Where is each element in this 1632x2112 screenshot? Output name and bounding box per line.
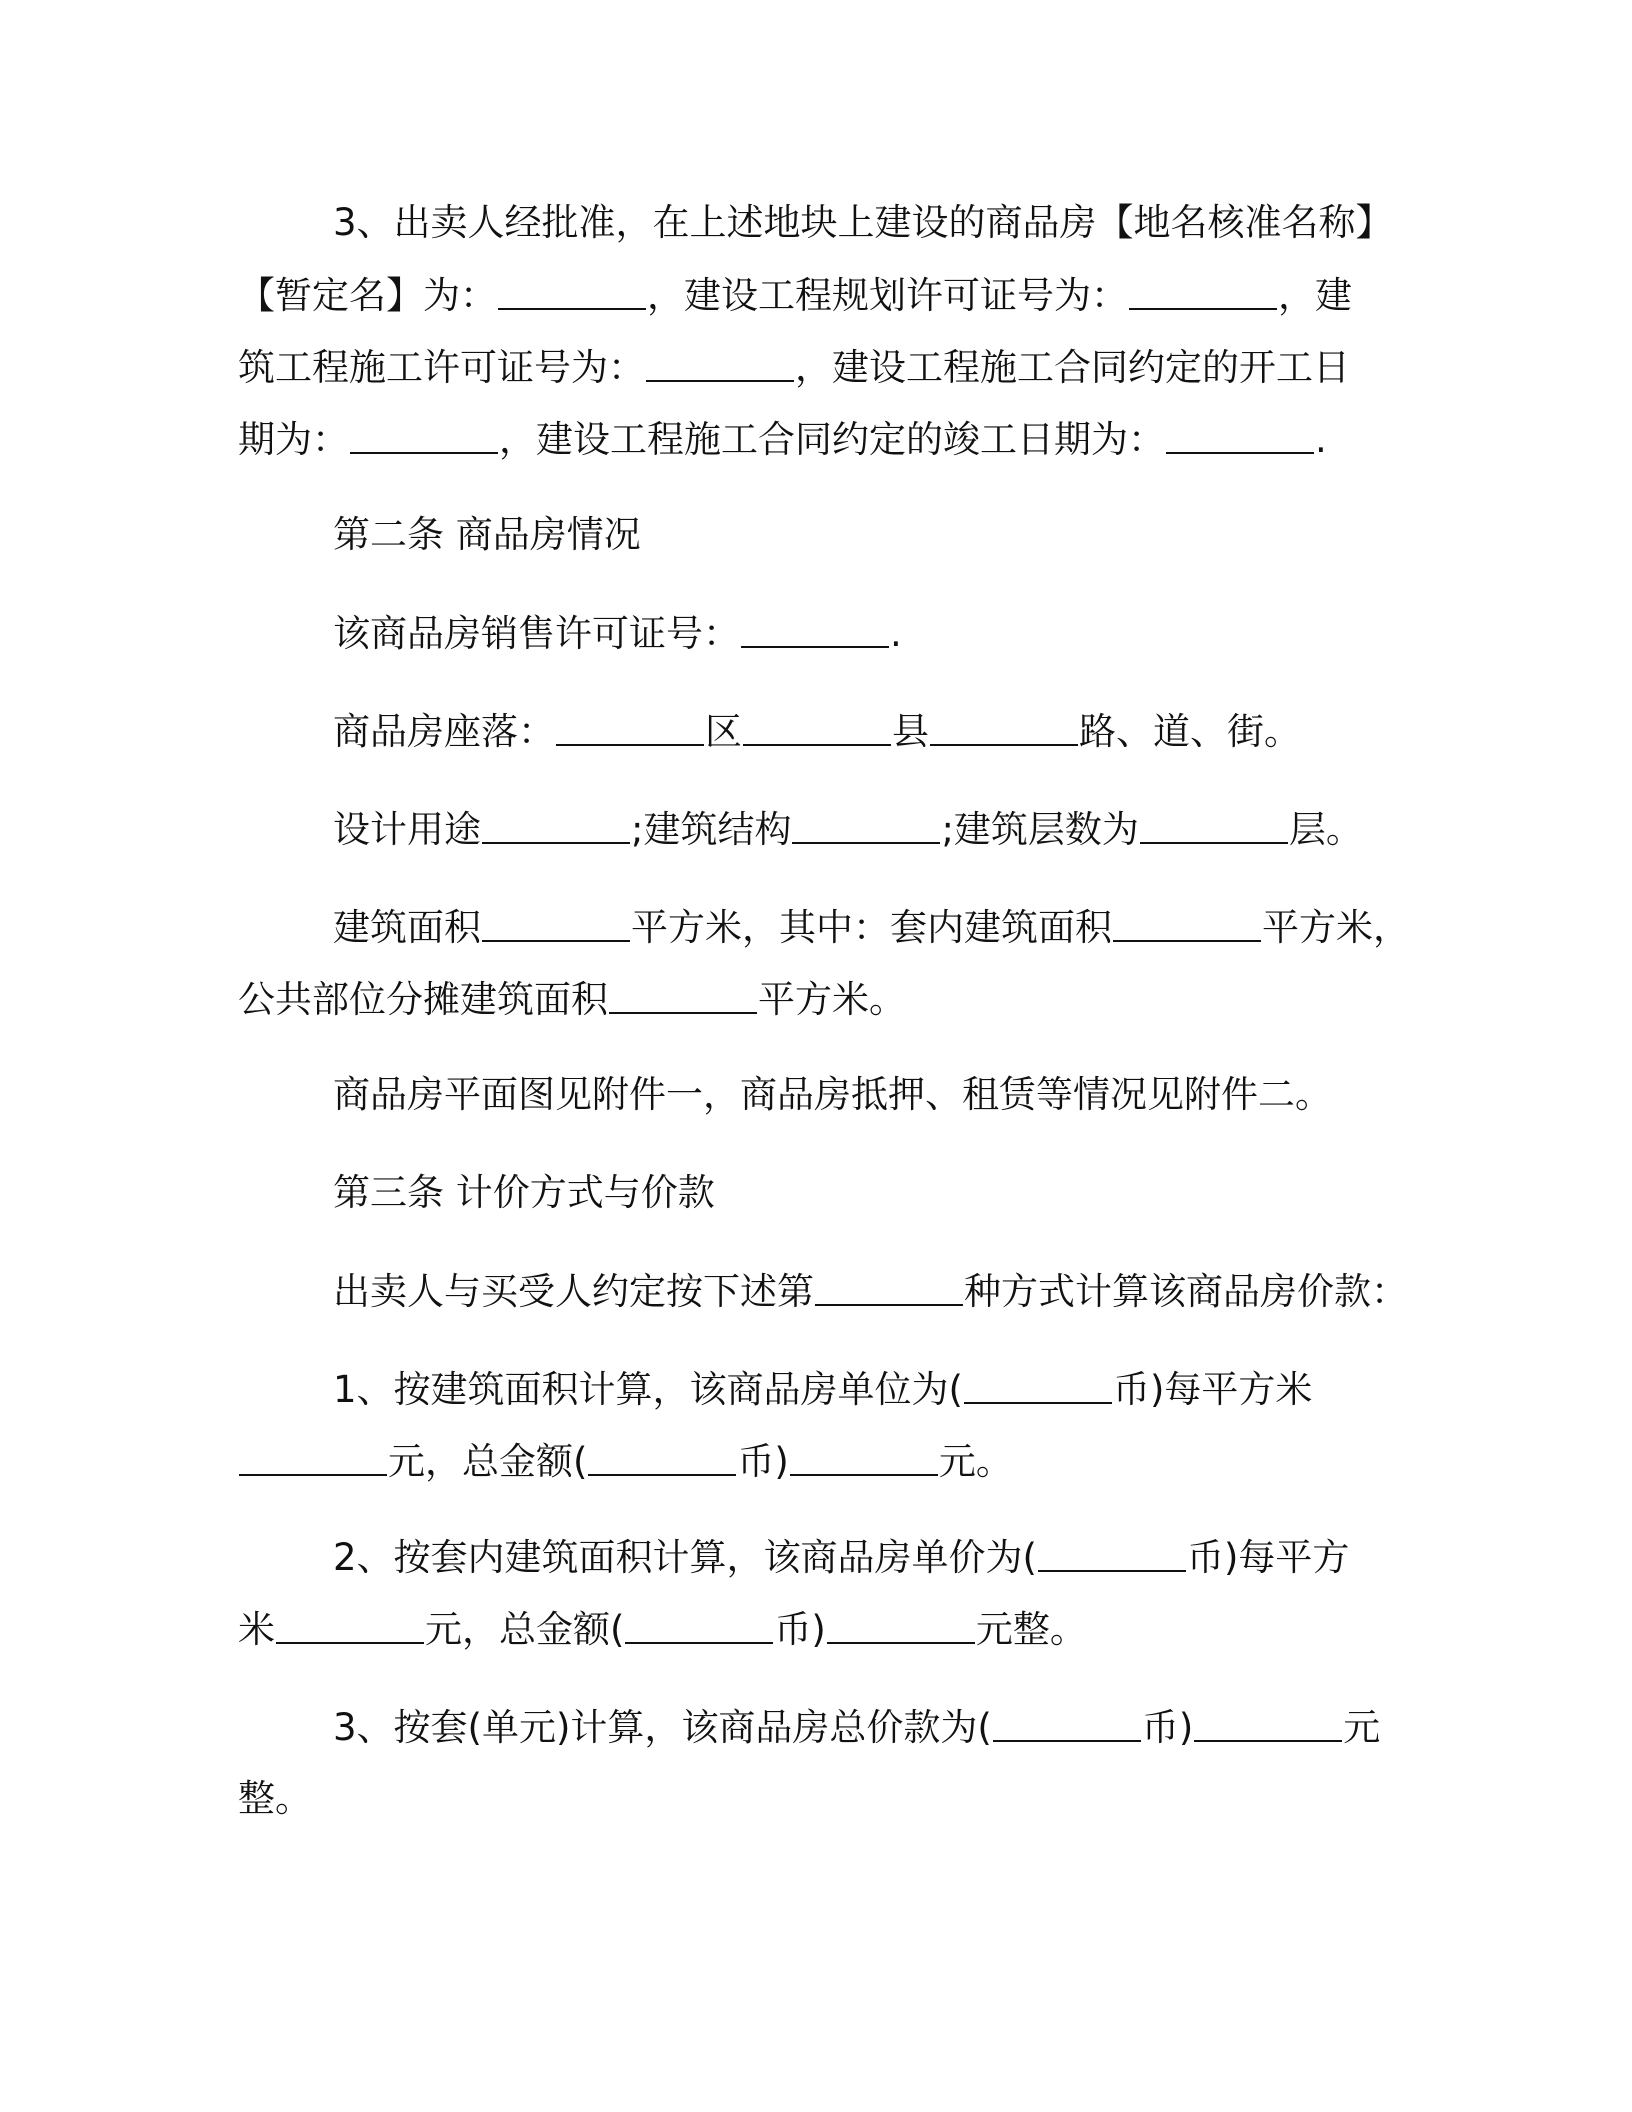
text: 币)每平方米 xyxy=(1112,1368,1313,1411)
text: 种方式计算该商品房价款： xyxy=(964,1270,1408,1313)
text: 商品房座落： xyxy=(333,710,555,753)
paragraph-line xyxy=(333,1264,1408,1318)
text: 1、按建筑面积计算，该商品房单位为( xyxy=(333,1368,963,1411)
text: 元，总金额( xyxy=(388,1440,588,1483)
text: 第二条 商品房情况 xyxy=(333,513,641,556)
fill-blank[interactable] xyxy=(276,1602,424,1644)
fill-blank[interactable] xyxy=(1194,1700,1342,1742)
text: 路、道、街。 xyxy=(1079,710,1301,753)
fill-blank[interactable] xyxy=(588,1434,736,1476)
text: 币)每平方 xyxy=(1186,1536,1350,1579)
text: 平方米， xyxy=(1262,906,1410,949)
paragraph-line xyxy=(238,412,1327,466)
paragraph-line xyxy=(238,972,906,1026)
text: 3、按套(单元)计算，该商品房总价款为( xyxy=(333,1706,992,1749)
text: 2、按套内建筑面积计算，该商品房单价为( xyxy=(333,1536,1037,1579)
fill-blank[interactable] xyxy=(482,900,630,942)
text: . xyxy=(1315,418,1327,461)
article-heading xyxy=(333,1166,715,1220)
fill-blank[interactable] xyxy=(964,1362,1112,1404)
paragraph-line xyxy=(238,340,1350,394)
fill-blank[interactable] xyxy=(1038,1530,1186,1572)
text: 元 xyxy=(1343,1706,1381,1749)
text: ，建设工程施工合同约定的竣工日期为： xyxy=(499,418,1165,461)
fill-blank[interactable] xyxy=(993,1700,1141,1742)
paragraph-line xyxy=(238,268,1352,322)
text: 第三条 计价方式与价款 xyxy=(333,1171,715,1214)
paragraph-line xyxy=(238,1602,1087,1656)
text: 县 xyxy=(892,710,929,753)
text: 层。 xyxy=(1288,808,1363,851)
text: ，建设工程施工合同约定的开工日 xyxy=(795,346,1350,389)
paragraph-line xyxy=(333,802,1363,856)
text: 设计用途 xyxy=(333,808,481,851)
text: 币) xyxy=(737,1440,789,1483)
fill-blank[interactable] xyxy=(792,802,940,844)
fill-blank[interactable] xyxy=(1166,412,1314,454)
text: 筑工程施工许可证号为： xyxy=(238,346,645,389)
text: ;建筑结构 xyxy=(631,808,792,851)
text: 3、出卖人经批准，在上述地块上建设的商品房【地名核准名称】 xyxy=(333,201,1393,244)
article-heading xyxy=(333,508,641,562)
paragraph-line xyxy=(333,1362,1312,1416)
fill-blank[interactable] xyxy=(609,972,757,1014)
fill-blank[interactable] xyxy=(741,606,889,648)
fill-blank[interactable] xyxy=(1140,802,1288,844)
text: 币) xyxy=(1141,1706,1194,1749)
fill-blank[interactable] xyxy=(743,704,891,746)
fill-blank[interactable] xyxy=(482,802,630,844)
fill-blank[interactable] xyxy=(556,704,704,746)
text: 元，总金额( xyxy=(425,1608,625,1651)
paragraph-line xyxy=(333,900,1410,954)
text: 元。 xyxy=(938,1440,1013,1483)
text: 期为： xyxy=(238,418,349,461)
text: 该商品房销售许可证号： xyxy=(333,612,740,655)
text: 米 xyxy=(238,1608,275,1651)
fill-blank[interactable] xyxy=(239,1434,387,1476)
paragraph-line xyxy=(333,704,1301,758)
fill-blank[interactable] xyxy=(827,1602,975,1644)
paragraph-line xyxy=(238,1434,1013,1488)
text: 出卖人与买受人约定按下述第 xyxy=(333,1270,814,1313)
fill-blank[interactable] xyxy=(646,340,794,382)
paragraph-line xyxy=(238,1772,312,1826)
fill-blank[interactable] xyxy=(1129,268,1277,310)
paragraph-line xyxy=(333,1700,1380,1754)
text: 公共部位分摊建筑面积 xyxy=(238,978,608,1021)
text: 整。 xyxy=(238,1777,312,1820)
paragraph-line xyxy=(333,196,1393,250)
paragraph-line xyxy=(333,1068,1332,1122)
fill-blank[interactable] xyxy=(625,1602,773,1644)
text: 元整。 xyxy=(975,1608,1087,1651)
paragraph-line xyxy=(333,606,902,660)
text: 区 xyxy=(705,710,742,753)
fill-blank[interactable] xyxy=(815,1264,963,1306)
text: . xyxy=(890,612,902,655)
text: 商品房平面图见附件一，商品房抵押、租赁等情况见附件二。 xyxy=(333,1073,1332,1116)
text: ，建设工程规划许可证号为： xyxy=(647,274,1128,317)
text: 币) xyxy=(774,1608,826,1651)
text: 建筑面积 xyxy=(333,906,481,949)
fill-blank[interactable] xyxy=(350,412,498,454)
fill-blank[interactable] xyxy=(1113,900,1261,942)
text: 平方米，其中：套内建筑面积 xyxy=(631,906,1112,949)
fill-blank[interactable] xyxy=(930,704,1078,746)
text: 平方米。 xyxy=(758,978,906,1021)
text: ;建筑层数为 xyxy=(941,808,1139,851)
text: 【暂定名】为： xyxy=(238,274,497,317)
fill-blank[interactable] xyxy=(790,1434,938,1476)
fill-blank[interactable] xyxy=(498,268,646,310)
paragraph-line xyxy=(333,1530,1349,1584)
text: ，建 xyxy=(1278,274,1352,317)
